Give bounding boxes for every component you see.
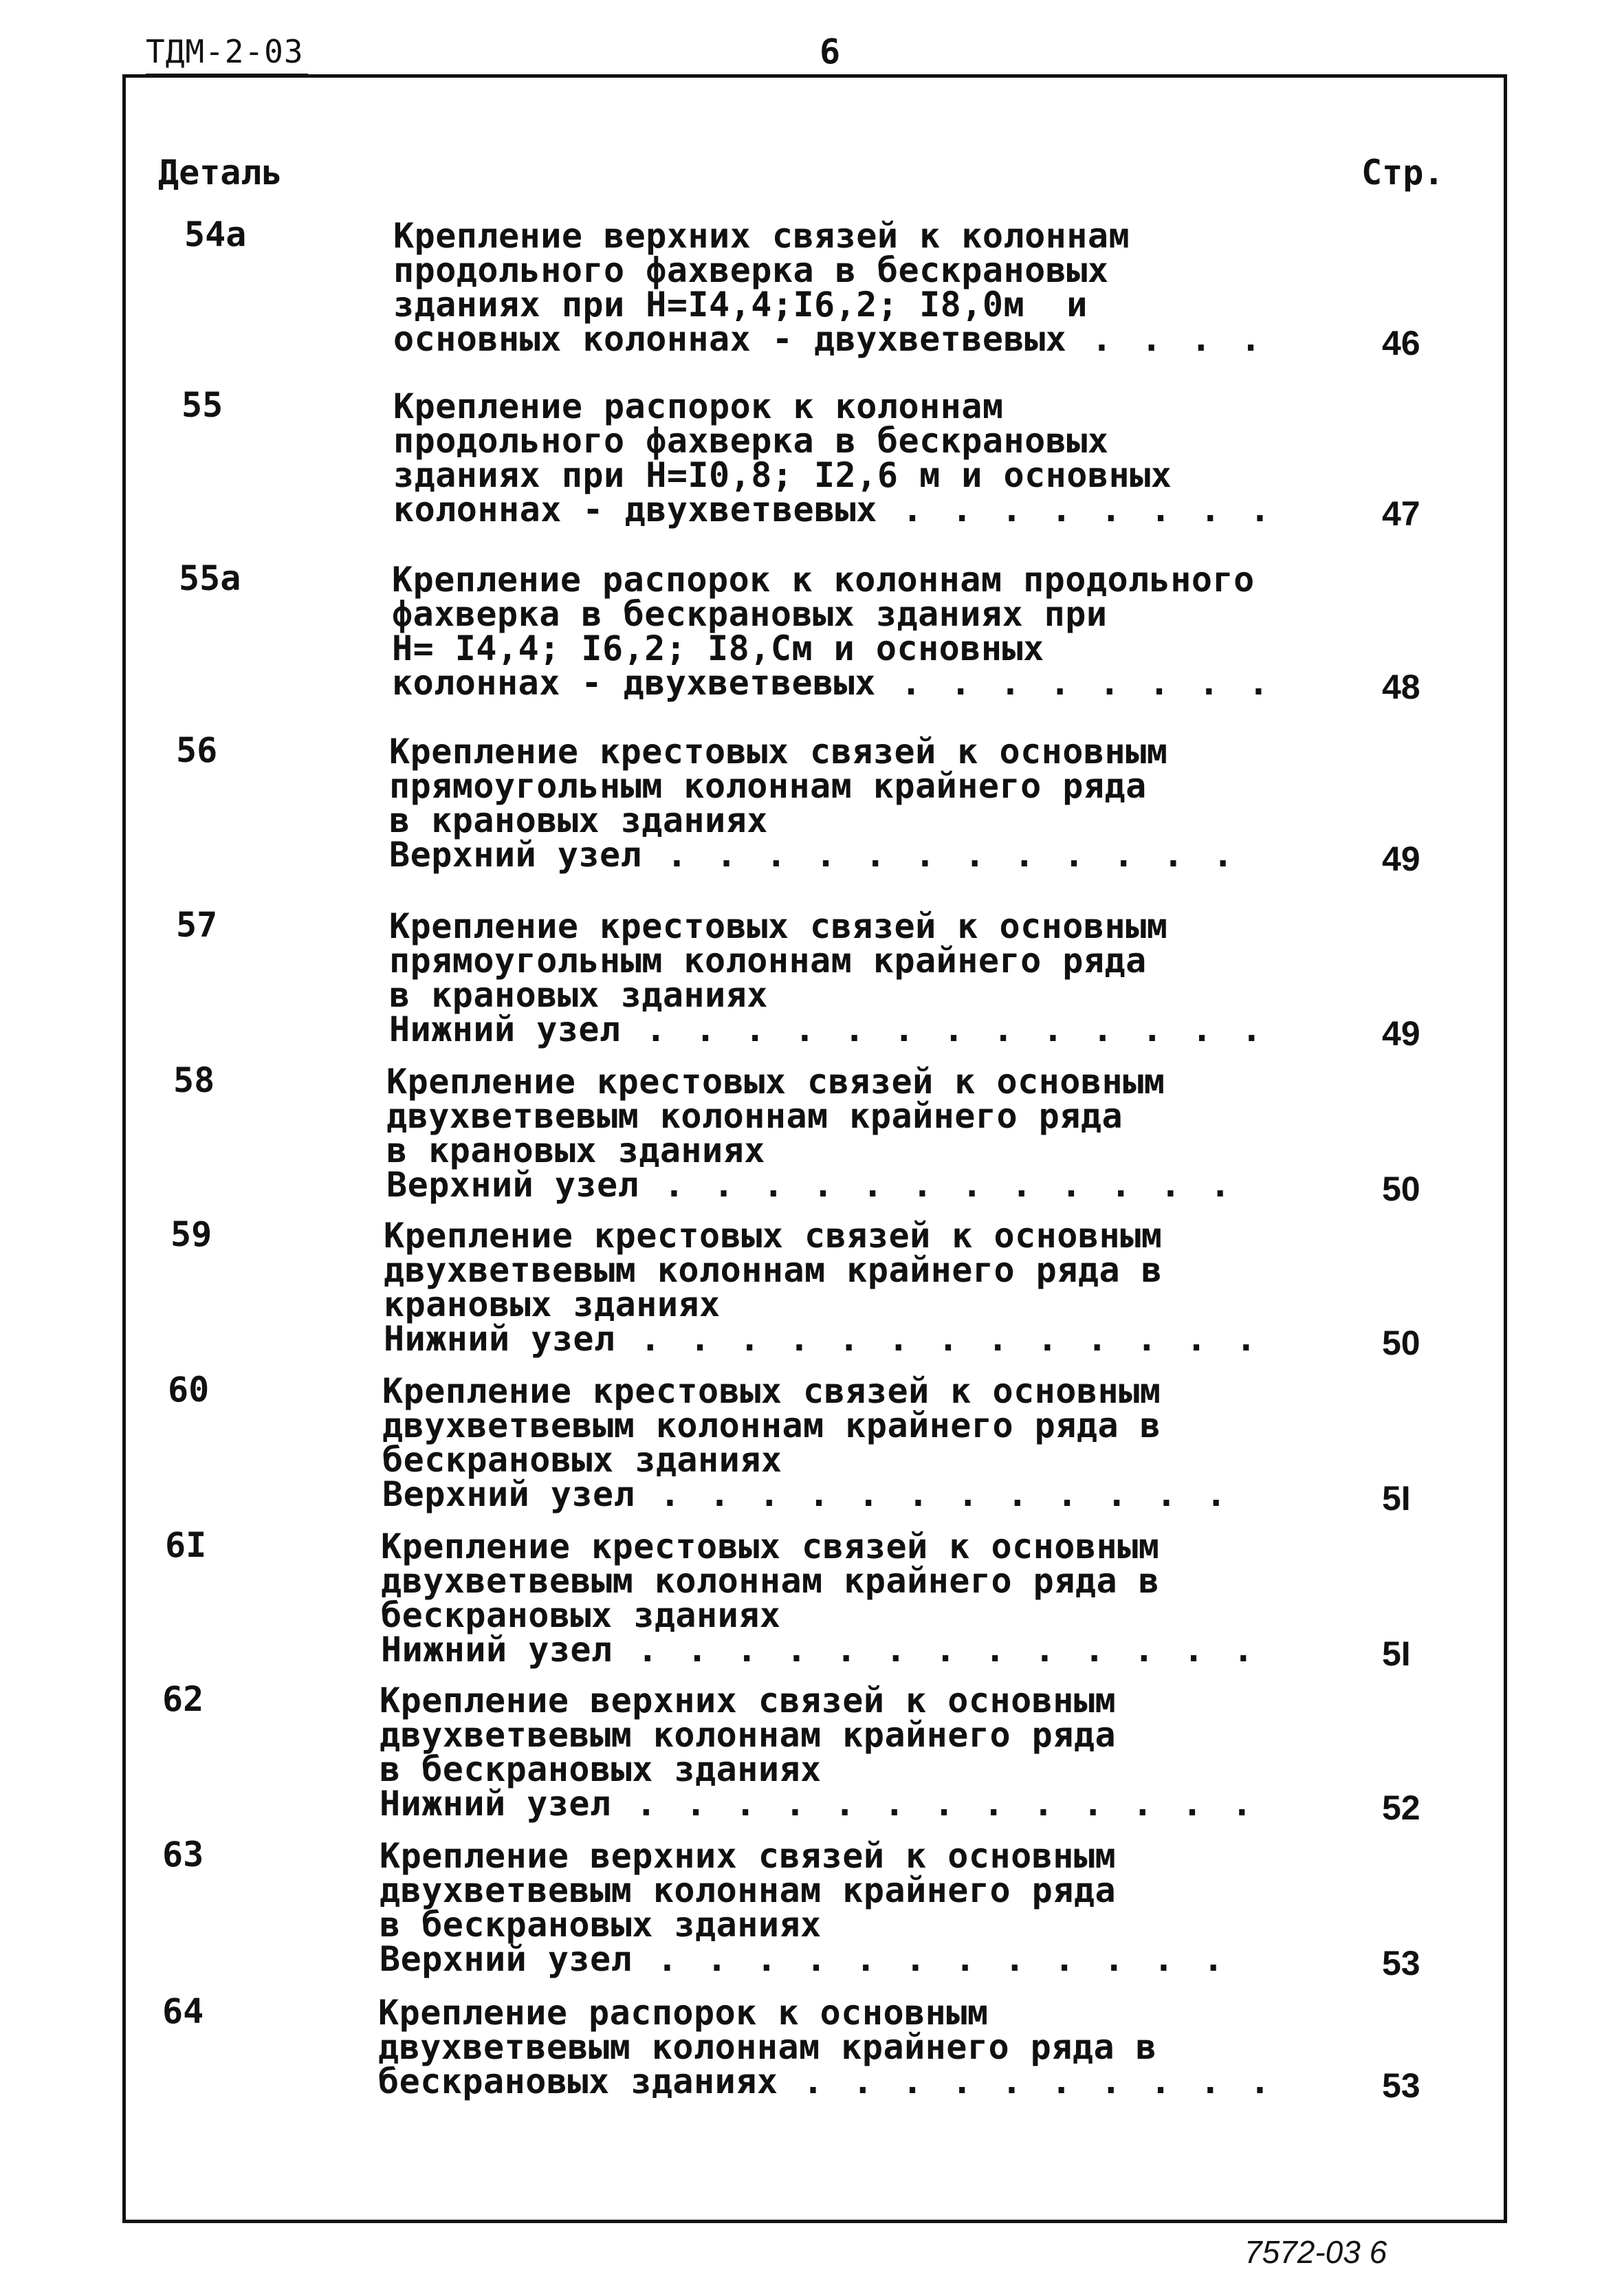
title-line: колоннах - двухветвевых . . . . . . . . <box>393 490 1299 529</box>
detail-number: 57 <box>176 905 218 945</box>
title-line: Крепление крестовых связей к основным <box>381 1527 1160 1566</box>
title-line: Крепление верхних связей к колоннам <box>393 216 1130 256</box>
detail-title <box>380 1681 1282 1824</box>
title-line: двухветвевым колоннам крайнего ряда в <box>378 2027 1157 2067</box>
detail-title <box>386 1062 1260 1205</box>
dot-leader: . . . . . . . . . . . . <box>639 1165 1260 1205</box>
title-line: Нижний узел . . . . . . . . . . . . . <box>384 1319 1286 1359</box>
detail-title <box>384 1216 1286 1359</box>
detail-title <box>389 732 1262 875</box>
title-line: Нижний узел . . . . . . . . . . . . . <box>381 1630 1283 1670</box>
detail-title <box>392 560 1298 703</box>
page-reference: 52 <box>1382 1789 1420 1827</box>
page-reference: 48 <box>1382 668 1420 706</box>
title-line: фахверка в бескрановых зданиях при <box>392 594 1108 634</box>
detail-number: 56 <box>176 730 218 770</box>
doc-code: ТДМ-2-03 <box>146 33 304 70</box>
dot-leader: . . . . . . . . . . . . <box>635 1474 1255 1514</box>
detail-number: 55a <box>179 558 241 598</box>
dot-leader: . . . . . . . . . . . . . <box>611 1784 1282 1824</box>
title-line: двухветвевым колоннам крайнего ряда в <box>381 1561 1160 1601</box>
title-line: Крепление крестовых связей к основным <box>382 1371 1161 1411</box>
title-line: двухветвевым колоннам крайнего ряда <box>380 1715 1117 1755</box>
dot-leader: . . . . . . . . . . . . <box>641 835 1262 875</box>
page-reference: 50 <box>1382 1324 1420 1362</box>
title-line: Крепление верхних связей к основным <box>380 1836 1117 1876</box>
title-line: крановых зданиях <box>384 1284 721 1324</box>
title-line: в крановых зданиях <box>389 975 768 1015</box>
dot-leader: . . . . . . . . . . <box>778 2062 1299 2101</box>
detail-title <box>380 1836 1253 1979</box>
title-line: бескрановых зданиях <box>381 1595 781 1635</box>
title-line: Крепление крестовых связей к основным <box>384 1216 1163 1256</box>
detail-number: 63 <box>162 1835 204 1874</box>
detail-title <box>389 906 1291 1049</box>
detail-number: 58 <box>173 1060 215 1100</box>
title-line: двухветвевым колоннам крайнего ряда <box>386 1096 1123 1136</box>
dot-leader: . . . . . . . . . . . . . <box>612 1630 1283 1670</box>
title-line: зданиях при Н=I4,4;I6,2; I8,0м и <box>393 285 1088 325</box>
title-line: колоннах - двухветвевых . . . . . . . . <box>392 663 1298 703</box>
column-header-page: Стр. <box>1361 153 1445 193</box>
title-line: бескрановых зданиях . . . . . . . . . . <box>378 2062 1299 2101</box>
title-line: двухветвевым колоннам крайнего ряда в <box>382 1406 1161 1445</box>
dot-leader: . . . . . . . . . . . . . <box>620 1009 1291 1049</box>
title-line: Верхний узел . . . . . . . . . . . . <box>389 835 1262 875</box>
detail-number: 59 <box>171 1214 212 1254</box>
detail-title <box>393 216 1291 359</box>
page-number: 6 <box>820 32 841 72</box>
title-line: Верхний узел . . . . . . . . . . . . <box>380 1939 1253 1979</box>
page-reference: 53 <box>1382 1944 1420 1982</box>
detail-number: 54a <box>184 215 247 254</box>
title-line: в бескрановых зданиях <box>380 1905 822 1945</box>
dot-leader: . . . . <box>1066 319 1291 359</box>
title-line: бескрановых зданиях <box>382 1440 782 1480</box>
page-reference: 46 <box>1382 324 1420 362</box>
title-line: основных колоннах - двухветвевых . . . . <box>393 319 1291 359</box>
detail-number: 62 <box>162 1679 204 1719</box>
dot-leader: . . . . . . . . . . . . . <box>615 1319 1286 1359</box>
title-line: Крепление распорок к основным <box>378 1993 989 2033</box>
title-line: зданиях при Н=I0,8; I2,6 м и основных <box>393 455 1172 495</box>
title-line: двухветвевым колоннам крайнего ряда <box>380 1870 1117 1910</box>
detail-title <box>393 386 1299 529</box>
detail-number: 60 <box>168 1370 210 1410</box>
page-reference: 5I <box>1382 1479 1411 1518</box>
title-line: Крепление крестовых связей к основным <box>389 732 1168 772</box>
detail-title <box>381 1527 1283 1670</box>
title-line: Крепление крестовых связей к основным <box>389 906 1168 946</box>
page-reference: 50 <box>1382 1170 1420 1208</box>
detail-number: 55 <box>182 385 223 425</box>
title-line: Н= I4,4; I6,2; I8,Cм и основных <box>392 628 1044 668</box>
dot-leader: . . . . . . . . . . . . <box>632 1939 1253 1979</box>
detail-title <box>378 1993 1299 2101</box>
page-reference: 49 <box>1382 840 1420 878</box>
title-line: продольного фахверка в бескрановых <box>393 421 1109 461</box>
page-reference: 53 <box>1382 2066 1420 2105</box>
detail-number: 64 <box>162 1991 204 2031</box>
title-line: в крановых зданиях <box>386 1130 765 1170</box>
title-line: в крановых зданиях <box>389 800 768 840</box>
column-header-detail: Деталь <box>158 153 283 193</box>
page-reference: 49 <box>1382 1014 1420 1053</box>
title-line: прямоугольным колоннам крайнего ряда <box>389 766 1147 806</box>
sheet-code: 7572-03 6 <box>1244 2234 1387 2270</box>
title-line: прямоугольным колоннам крайнего ряда <box>389 941 1147 981</box>
title-line: в бескрановых зданиях <box>380 1749 822 1789</box>
title-line: Крепление крестовых связей к основным <box>386 1062 1165 1102</box>
page-reference: 47 <box>1382 494 1420 533</box>
title-line: Крепление распорок к колоннам продольного <box>392 560 1255 600</box>
page-reference: 5I <box>1382 1635 1411 1673</box>
title-line: Верхний узел . . . . . . . . . . . . <box>382 1474 1255 1514</box>
detail-title <box>382 1371 1255 1514</box>
title-line: двухветвевым колоннам крайнего ряда в <box>384 1250 1163 1290</box>
title-line: Нижний узел . . . . . . . . . . . . . <box>389 1009 1291 1049</box>
dot-leader: . . . . . . . . <box>875 663 1298 703</box>
title-line: Нижний узел . . . . . . . . . . . . . <box>380 1784 1282 1824</box>
dot-leader: . . . . . . . . <box>877 490 1299 529</box>
title-line: Крепление верхних связей к основным <box>380 1681 1117 1720</box>
detail-number: 6I <box>165 1525 207 1565</box>
title-line: продольного фахверка в бескрановых <box>393 250 1109 290</box>
title-line: Крепление распорок к колоннам <box>393 386 1004 426</box>
title-line: Верхний узел . . . . . . . . . . . . <box>386 1165 1260 1205</box>
